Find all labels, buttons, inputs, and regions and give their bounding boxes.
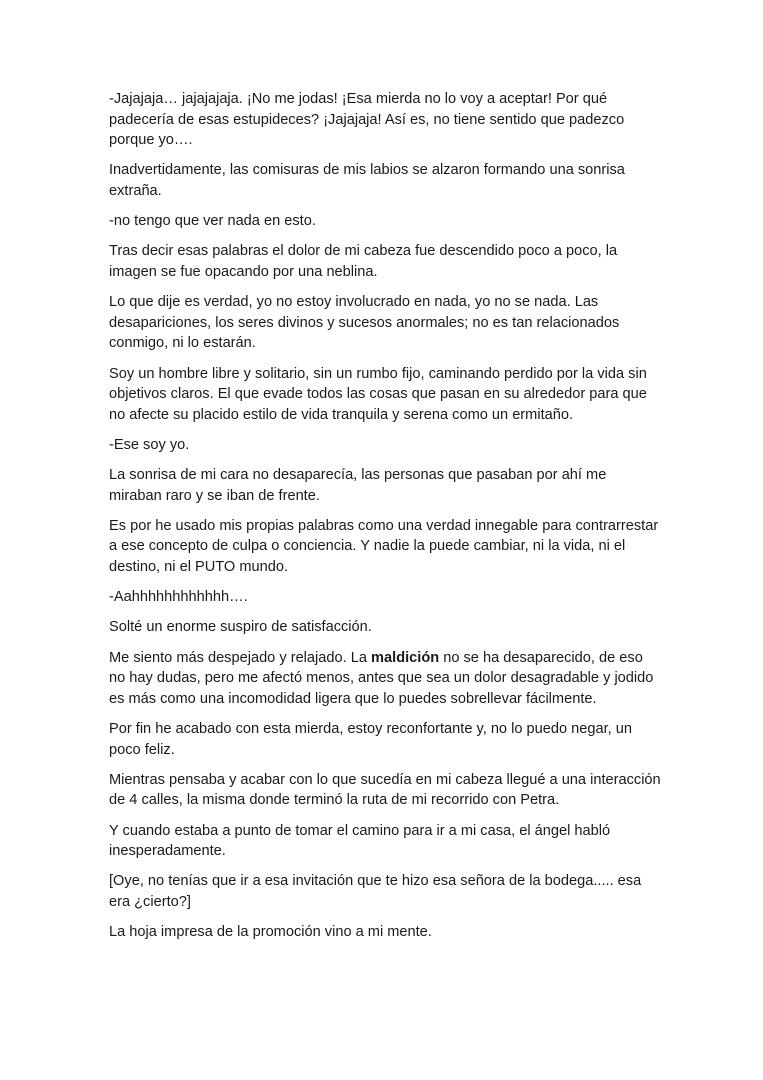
paragraph-text: no se ha desaparecido, de eso no hay dudas, pero me afectó menos, antes que sea un dolor desagradable y jodido es más como una incomodidad ligera que lo puedes sobrellevar fácilmente. (109, 649, 654, 707)
paragraph: Solté un enorme suspiro de satisfacción. (109, 619, 372, 636)
paragraph: Por fin he acabado con esta mierda, estoy reconfortante y, no lo puedo negar, un poco feliz. (109, 720, 633, 758)
paragraph: Y cuando estaba a punto de tomar el camino para ir a mi casa, el ángel habló inesperadamente. (109, 822, 611, 860)
paragraph: [Oye, no tenías que ir a esa invitación que te hizo esa señora de la bodega..... esa era ¿cierto?] (109, 873, 642, 910)
paragraph: Soy un hombre libre y solitario, sin un rumbo fijo, caminando perdido por la vida sin objetivos claros. El que evade todos las cosas que pasan en su alrededor para que no afecte su placido estilo de vida tranquila y serena como un ermitaño. (109, 365, 647, 423)
paragraph: -Aahhhhhhhhhhhh…. (109, 589, 248, 606)
paragraph: Lo que dije es verdad, yo no estoy involucrado en nada, yo no se nada. Las desapariciones, los seres divinos y sucesos anormales; no es tan relacionados conmigo, ni lo estarán. (109, 294, 620, 352)
paragraph: -no tengo que ver nada en esto. (109, 213, 316, 230)
paragraph: Tras decir esas palabras el dolor de mi cabeza fue descendido poco a poco, la imagen se fue opacando por una neblina. (109, 243, 618, 280)
document-page (109, 89, 661, 952)
bold-term: maldición (371, 649, 440, 666)
paragraph: Inadvertidamente, las comisuras de mis labios se alzaron formando una sonrisa extraña. (109, 162, 625, 199)
paragraph: La hoja impresa de la promoción vino a mi mente. (109, 924, 432, 941)
paragraph: -Ese soy yo. (109, 436, 190, 453)
paragraph: Mientras pensaba y acabar con lo que sucedía en mi cabeza llegué a una interacción de 4 calles, la misma donde terminó la ruta de mi recorrido con Petra. (109, 771, 661, 809)
paragraph: La sonrisa de mi cara no desaparecía, las personas que pasaban por ahí me miraban raro y se iban de frente. (109, 467, 607, 504)
paragraph-text: Me siento más despejado y relajado. La (109, 649, 372, 666)
paragraph: Es por he usado mis propias palabras como una verdad innegable para contrarrestar a ese concepto de culpa o conciencia. Y nadie la puede cambiar, ni la vida, ni el destino, ni el PUTO mundo. (109, 517, 659, 576)
paragraph-maldicion (109, 648, 661, 710)
paragraph: -Jajajaja… jajajajaja. ¡No me jodas! ¡Esa mierda no lo voy a aceptar! Por qué padecería de esas estupideces? ¡Jajajaja! Así es, no tiene sentido que padezco porque yo…. (109, 91, 625, 149)
